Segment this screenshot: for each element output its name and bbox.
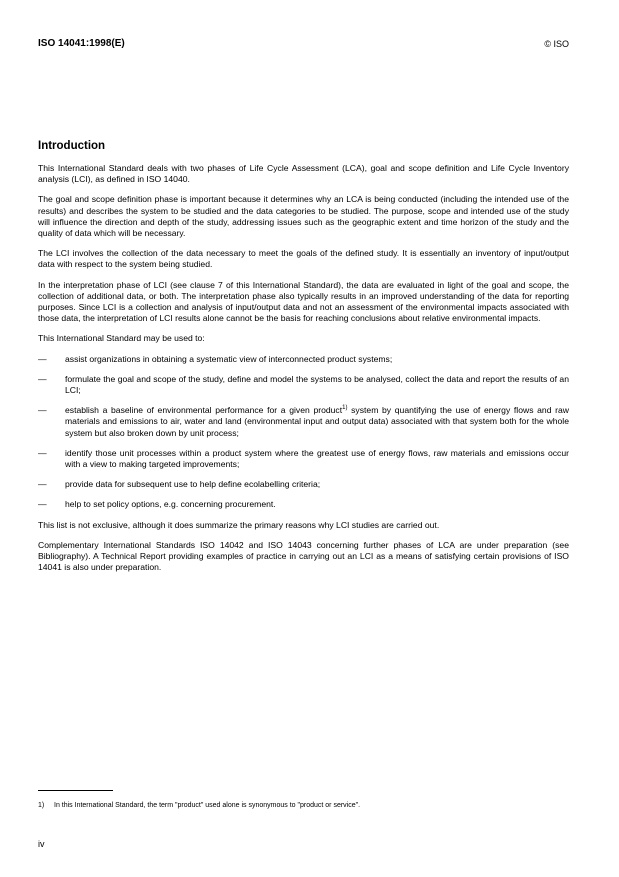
dash-marker: — — [38, 405, 47, 416]
dash-marker: — — [38, 373, 47, 384]
document-id: ISO 14041:1998(E) — [38, 38, 125, 49]
page-number: iv — [38, 839, 45, 849]
dash-marker: — — [38, 499, 47, 510]
paragraph-goal-scope: The goal and scope definition phase is important because it determines why an LCA is being conducted (including the intended use of the results) and describes the system to be studied and the data categories to be studied. The purpose, scope and intended use of the study will influence the direction and depth of the study, addressing issues such as the geographic extent and time horizon of the study and the quality of data which will be necessary. — [38, 194, 569, 239]
footnote — [38, 801, 569, 810]
list-item — [38, 448, 569, 470]
paragraph-interpretation: In the interpretation phase of LCI (see clause 7 of this International Standard), the data are evaluated in light of the goal and scope, the collection of additional data, or both. The interpretation phase also typically results in an improved understanding of the data for reporting purposes. Since LCI is a collection and analysis of input/output data and not an assessment of the environmental impacts associated with those data, the interpretation of LCI results alone cannot be the basis for reaching conclusions about relative environmental impacts. — [38, 279, 569, 324]
paragraph-not-exclusive: This list is not exclusive, although it does summarize the primary reasons why LCI studies are carried out. — [38, 519, 440, 530]
list-item-text: help to set policy options, e.g. concerning procurement. — [65, 499, 276, 510]
section-title: Introduction — [38, 140, 106, 152]
list-item — [38, 354, 569, 365]
list-item-text: provide data for subsequent use to help define ecolabelling criteria; — [65, 479, 321, 490]
paragraph-scope: This International Standard deals with two phases of Life Cycle Assessment (LCA), goal and scope definition and Life Cycle Inventory analysis (LCI), as defined in ISO 14040. — [38, 163, 569, 185]
paragraph-complementary: Complementary International Standards ISO 14042 and ISO 14043 concerning further phases of LCA are under preparation (see Bibliography). A Technical Report providing examples of practice in carrying out an LCI as a means of satisfying certain provisions of ISO 14041 is also under preparation. — [38, 539, 569, 573]
dash-marker: — — [38, 479, 47, 490]
copyright-notice: © ISO — [544, 39, 569, 49]
paragraph-list-intro: This International Standard may be used to: — [38, 333, 205, 344]
main-content — [38, 139, 569, 582]
list-item-text: identify those unit processes within a product system where the greatest use of energy flows, raw materials and emissions occur with a view to making targeted improvements; — [65, 447, 569, 470]
list-item-text: formulate the goal and scope of the study, define and model the systems to be analysed, collect the data and report the results of an LCI; — [65, 373, 569, 396]
list-item — [38, 499, 569, 510]
footnote-text: In this International Standard, the term "product" used alone is synonymous to "product or service". — [54, 802, 361, 809]
list-item-text-after: system by quantifying the use of energy flows and raw materials and emissions to air, water and land (environmental input and output data) associated with that system both for the whole system but also broken down by unit process; — [65, 405, 570, 438]
list-item — [38, 479, 569, 490]
dash-marker: — — [38, 353, 47, 364]
list-item — [38, 405, 569, 439]
list-item-text: assist organizations in obtaining a systematic view of interconnected product systems; — [65, 353, 393, 364]
footnote-divider — [38, 790, 113, 791]
footnote-number: 1) — [38, 802, 45, 809]
paragraph-lci: The LCI involves the collection of the data necessary to meet the goals of the defined study. It is essentially an inventory of input/output data with respect to the system being studied. — [38, 248, 569, 270]
list-item-text — [65, 405, 569, 437]
footnote-reference[interactable]: 1) — [342, 405, 348, 412]
dash-marker: — — [38, 447, 47, 458]
usage-list — [38, 354, 569, 511]
list-item — [38, 374, 569, 396]
list-item-text-before: establish a baseline of environmental performance for a given product — [65, 405, 343, 416]
